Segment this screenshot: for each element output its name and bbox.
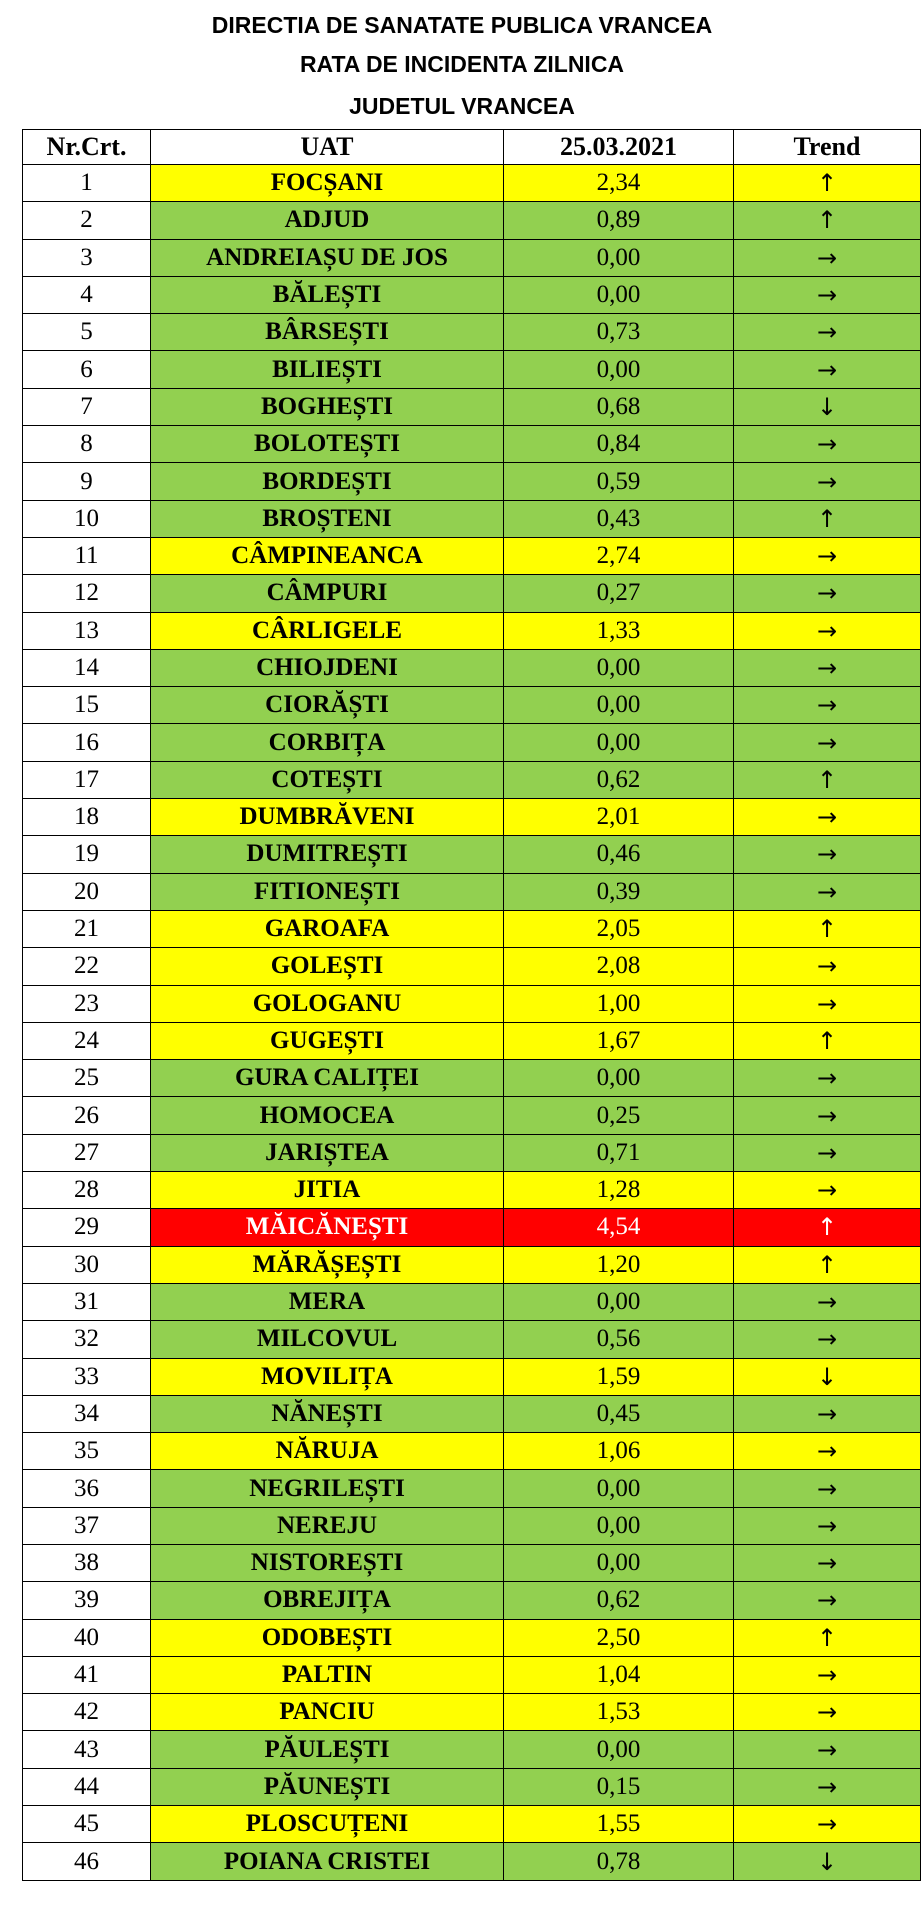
table-row — [23, 1768, 921, 1805]
cell-uat: NĂRUJA — [151, 1433, 504, 1470]
cell-nr: 16 — [23, 724, 151, 761]
cell-trend-arrow: → — [734, 612, 921, 649]
table-row — [23, 761, 921, 798]
cell-incidence-value: 2,01 — [504, 799, 734, 836]
cell-trend-arrow: → — [734, 1731, 921, 1768]
cell-nr: 4 — [23, 276, 151, 313]
cell-uat: CÂMPINEANCA — [151, 537, 504, 574]
cell-incidence-value: 1,67 — [504, 1022, 734, 1059]
cell-nr: 23 — [23, 985, 151, 1022]
cell-uat: POIANA CRISTEI — [151, 1843, 504, 1880]
cell-incidence-value: 0,62 — [504, 761, 734, 798]
cell-uat: NĂNEȘTI — [151, 1395, 504, 1432]
table-row — [23, 575, 921, 612]
cell-uat: FITIONEȘTI — [151, 873, 504, 910]
cell-uat: JARIȘTEA — [151, 1134, 504, 1171]
cell-incidence-value: 0,25 — [504, 1097, 734, 1134]
table-row — [23, 1656, 921, 1693]
table-row — [23, 202, 921, 239]
cell-nr: 22 — [23, 948, 151, 985]
cell-trend-arrow: → — [734, 314, 921, 351]
table-row — [23, 1022, 921, 1059]
cell-trend-arrow: → — [734, 1395, 921, 1432]
cell-uat: BILIEȘTI — [151, 351, 504, 388]
table-row — [23, 873, 921, 910]
cell-incidence-value: 0,00 — [504, 649, 734, 686]
cell-trend-arrow: → — [734, 575, 921, 612]
cell-uat: ANDREIAȘU DE JOS — [151, 239, 504, 276]
cell-nr: 36 — [23, 1470, 151, 1507]
cell-incidence-value: 0,43 — [504, 500, 734, 537]
cell-trend-arrow: ↓ — [734, 388, 921, 425]
cell-incidence-value: 2,08 — [504, 948, 734, 985]
table-row — [23, 1619, 921, 1656]
cell-trend-arrow: → — [734, 1097, 921, 1134]
cell-nr: 27 — [23, 1134, 151, 1171]
cell-nr: 15 — [23, 687, 151, 724]
cell-incidence-value: 0,59 — [504, 463, 734, 500]
cell-nr: 39 — [23, 1582, 151, 1619]
cell-incidence-value: 2,34 — [504, 165, 734, 202]
cell-nr: 40 — [23, 1619, 151, 1656]
cell-nr: 20 — [23, 873, 151, 910]
table-row — [23, 612, 921, 649]
cell-uat: DUMITREȘTI — [151, 836, 504, 873]
table-row — [23, 239, 921, 276]
cell-nr: 1 — [23, 165, 151, 202]
table-row — [23, 314, 921, 351]
cell-trend-arrow: → — [734, 873, 921, 910]
table-row — [23, 985, 921, 1022]
cell-incidence-value: 0,00 — [504, 1544, 734, 1581]
cell-nr: 25 — [23, 1060, 151, 1097]
cell-trend-arrow: → — [734, 1507, 921, 1544]
cell-nr: 5 — [23, 314, 151, 351]
cell-uat: FOCȘANI — [151, 165, 504, 202]
cell-incidence-value: 0,00 — [504, 1060, 734, 1097]
table-row — [23, 1582, 921, 1619]
table-row — [23, 276, 921, 313]
cell-uat: NISTOREȘTI — [151, 1544, 504, 1581]
cell-trend-arrow: ↑ — [734, 1246, 921, 1283]
cell-nr: 41 — [23, 1656, 151, 1693]
table-row — [23, 165, 921, 202]
table-body — [23, 165, 921, 1881]
cell-uat: NEREJU — [151, 1507, 504, 1544]
cell-incidence-value: 0,62 — [504, 1582, 734, 1619]
cell-trend-arrow: ↑ — [734, 761, 921, 798]
table-row — [23, 724, 921, 761]
cell-incidence-value: 2,05 — [504, 910, 734, 947]
cell-trend-arrow: → — [734, 1283, 921, 1320]
cell-uat: CORBIȚA — [151, 724, 504, 761]
cell-trend-arrow: → — [734, 724, 921, 761]
cell-uat: PANCIU — [151, 1694, 504, 1731]
cell-trend-arrow: → — [734, 687, 921, 724]
cell-uat: ADJUD — [151, 202, 504, 239]
table-row — [23, 463, 921, 500]
cell-uat: PALTIN — [151, 1656, 504, 1693]
cell-incidence-value: 0,46 — [504, 836, 734, 873]
cell-nr: 9 — [23, 463, 151, 500]
header-county: JUDETUL VRANCEA — [349, 93, 575, 119]
table-row — [23, 836, 921, 873]
cell-uat: CHIOJDENI — [151, 649, 504, 686]
table-row — [23, 649, 921, 686]
column-header-trend: Trend — [734, 130, 921, 165]
cell-nr: 10 — [23, 500, 151, 537]
cell-incidence-value: 1,06 — [504, 1433, 734, 1470]
cell-nr: 17 — [23, 761, 151, 798]
cell-trend-arrow: ↑ — [734, 1022, 921, 1059]
cell-nr: 2 — [23, 202, 151, 239]
cell-uat: MERA — [151, 1283, 504, 1320]
cell-nr: 11 — [23, 537, 151, 574]
cell-nr: 42 — [23, 1694, 151, 1731]
table-row — [23, 1097, 921, 1134]
column-header-uat: UAT — [151, 130, 504, 165]
cell-uat: GUGEȘTI — [151, 1022, 504, 1059]
column-header-date: 25.03.2021 — [504, 130, 734, 165]
cell-nr: 46 — [23, 1843, 151, 1880]
incidence-table — [22, 129, 921, 1881]
cell-uat: MILCOVUL — [151, 1321, 504, 1358]
cell-uat: BOGHEȘTI — [151, 388, 504, 425]
header-institution: DIRECTIA DE SANATATE PUBLICA VRANCEA — [211, 12, 713, 38]
cell-nr: 18 — [23, 799, 151, 836]
cell-trend-arrow: → — [734, 537, 921, 574]
cell-uat: BĂLEȘTI — [151, 276, 504, 313]
cell-trend-arrow: → — [734, 463, 921, 500]
cell-trend-arrow: ↓ — [734, 1358, 921, 1395]
cell-trend-arrow: → — [734, 1544, 921, 1581]
cell-trend-arrow: → — [734, 836, 921, 873]
cell-nr: 6 — [23, 351, 151, 388]
cell-trend-arrow: → — [734, 351, 921, 388]
cell-trend-arrow: ↑ — [734, 1209, 921, 1246]
cell-incidence-value: 2,50 — [504, 1619, 734, 1656]
cell-uat: BROȘTENI — [151, 500, 504, 537]
cell-incidence-value: 0,73 — [504, 314, 734, 351]
cell-trend-arrow: → — [734, 1656, 921, 1693]
cell-nr: 34 — [23, 1395, 151, 1432]
cell-nr: 13 — [23, 612, 151, 649]
cell-uat: GOLEȘTI — [151, 948, 504, 985]
cell-incidence-value: 1,28 — [504, 1172, 734, 1209]
cell-uat: CIORĂȘTI — [151, 687, 504, 724]
cell-nr: 14 — [23, 649, 151, 686]
cell-trend-arrow: → — [734, 426, 921, 463]
cell-nr: 37 — [23, 1507, 151, 1544]
table-row — [23, 1134, 921, 1171]
table-row — [23, 1507, 921, 1544]
cell-nr: 32 — [23, 1321, 151, 1358]
cell-nr: 26 — [23, 1097, 151, 1134]
cell-uat: PĂUNEȘTI — [151, 1768, 504, 1805]
cell-incidence-value: 1,33 — [504, 612, 734, 649]
cell-nr: 35 — [23, 1433, 151, 1470]
cell-incidence-value: 4,54 — [504, 1209, 734, 1246]
cell-uat: ODOBEȘTI — [151, 1619, 504, 1656]
cell-uat: DUMBRĂVENI — [151, 799, 504, 836]
cell-nr: 28 — [23, 1172, 151, 1209]
cell-trend-arrow: → — [734, 1470, 921, 1507]
cell-nr: 12 — [23, 575, 151, 612]
cell-uat: OBREJIȚA — [151, 1582, 504, 1619]
table-row — [23, 1433, 921, 1470]
cell-trend-arrow: → — [734, 239, 921, 276]
cell-trend-arrow: → — [734, 985, 921, 1022]
table-row — [23, 1172, 921, 1209]
table-row — [23, 1544, 921, 1581]
cell-uat: GOLOGANU — [151, 985, 504, 1022]
cell-trend-arrow: → — [734, 1321, 921, 1358]
table-row — [23, 948, 921, 985]
table-row — [23, 1843, 921, 1880]
cell-uat: MĂICĂNEȘTI — [151, 1209, 504, 1246]
table-row — [23, 1060, 921, 1097]
cell-trend-arrow: → — [734, 948, 921, 985]
cell-incidence-value: 0,15 — [504, 1768, 734, 1805]
cell-nr: 44 — [23, 1768, 151, 1805]
cell-trend-arrow: → — [734, 1806, 921, 1843]
table-row — [23, 1321, 921, 1358]
cell-nr: 30 — [23, 1246, 151, 1283]
cell-incidence-value: 0,56 — [504, 1321, 734, 1358]
cell-uat: CÂMPURI — [151, 575, 504, 612]
table-header-row — [23, 130, 921, 165]
cell-uat: PLOSCUȚENI — [151, 1806, 504, 1843]
column-header-nr: Nr.Crt. — [23, 130, 151, 165]
table-row — [23, 687, 921, 724]
cell-incidence-value: 0,00 — [504, 1283, 734, 1320]
table-row — [23, 1694, 921, 1731]
table-row — [23, 799, 921, 836]
table-row — [23, 1470, 921, 1507]
cell-incidence-value: 1,59 — [504, 1358, 734, 1395]
cell-incidence-value: 0,27 — [504, 575, 734, 612]
cell-incidence-value: 1,53 — [504, 1694, 734, 1731]
cell-uat: CÂRLIGELE — [151, 612, 504, 649]
cell-incidence-value: 0,84 — [504, 426, 734, 463]
cell-incidence-value: 0,00 — [504, 1507, 734, 1544]
table-row — [23, 500, 921, 537]
cell-trend-arrow: → — [734, 1134, 921, 1171]
cell-nr: 31 — [23, 1283, 151, 1320]
cell-trend-arrow: → — [734, 1172, 921, 1209]
cell-nr: 8 — [23, 426, 151, 463]
table-row — [23, 388, 921, 425]
table-row — [23, 1358, 921, 1395]
cell-incidence-value: 0,00 — [504, 1470, 734, 1507]
cell-uat: COTEȘTI — [151, 761, 504, 798]
cell-trend-arrow: → — [734, 1060, 921, 1097]
cell-nr: 19 — [23, 836, 151, 873]
table-row — [23, 910, 921, 947]
cell-trend-arrow: ↑ — [734, 1619, 921, 1656]
cell-trend-arrow: → — [734, 799, 921, 836]
header-report-title: RATA DE INCIDENTA ZILNICA — [299, 51, 625, 77]
table-row — [23, 1806, 921, 1843]
cell-trend-arrow: → — [734, 1582, 921, 1619]
cell-incidence-value: 0,00 — [504, 351, 734, 388]
cell-nr: 7 — [23, 388, 151, 425]
table-row — [23, 1395, 921, 1432]
cell-uat: MOVILIȚA — [151, 1358, 504, 1395]
cell-trend-arrow: → — [734, 1768, 921, 1805]
cell-uat: PĂULEȘTI — [151, 1731, 504, 1768]
cell-incidence-value: 0,00 — [504, 724, 734, 761]
cell-incidence-value: 0,89 — [504, 202, 734, 239]
cell-nr: 45 — [23, 1806, 151, 1843]
cell-uat: BÂRSEȘTI — [151, 314, 504, 351]
cell-uat: BOLOTEȘTI — [151, 426, 504, 463]
cell-nr: 3 — [23, 239, 151, 276]
cell-nr: 24 — [23, 1022, 151, 1059]
cell-nr: 43 — [23, 1731, 151, 1768]
cell-uat: MĂRĂȘEȘTI — [151, 1246, 504, 1283]
table-row — [23, 1246, 921, 1283]
table-row — [23, 1283, 921, 1320]
cell-incidence-value: 0,45 — [504, 1395, 734, 1432]
cell-incidence-value: 0,68 — [504, 388, 734, 425]
cell-incidence-value: 1,55 — [504, 1806, 734, 1843]
cell-incidence-value: 0,00 — [504, 1731, 734, 1768]
cell-uat: JITIA — [151, 1172, 504, 1209]
cell-trend-arrow: → — [734, 649, 921, 686]
cell-incidence-value: 1,20 — [504, 1246, 734, 1283]
cell-trend-arrow: ↓ — [734, 1843, 921, 1880]
cell-trend-arrow: ↑ — [734, 500, 921, 537]
cell-trend-arrow: ↑ — [734, 202, 921, 239]
table-row — [23, 351, 921, 388]
cell-trend-arrow: → — [734, 1433, 921, 1470]
cell-incidence-value: 0,39 — [504, 873, 734, 910]
cell-incidence-value: 1,04 — [504, 1656, 734, 1693]
cell-incidence-value: 0,00 — [504, 276, 734, 313]
table-row — [23, 1209, 921, 1246]
cell-uat: GAROAFA — [151, 910, 504, 947]
table-row — [23, 537, 921, 574]
cell-incidence-value: 0,71 — [504, 1134, 734, 1171]
cell-incidence-value: 0,00 — [504, 687, 734, 724]
cell-trend-arrow: → — [734, 1694, 921, 1731]
table-row — [23, 1731, 921, 1768]
cell-trend-arrow: ↑ — [734, 165, 921, 202]
cell-nr: 21 — [23, 910, 151, 947]
cell-uat: GURA CALIȚEI — [151, 1060, 504, 1097]
cell-trend-arrow: → — [734, 276, 921, 313]
cell-nr: 33 — [23, 1358, 151, 1395]
cell-nr: 38 — [23, 1544, 151, 1581]
cell-uat: NEGRILEȘTI — [151, 1470, 504, 1507]
cell-incidence-value: 0,00 — [504, 239, 734, 276]
cell-trend-arrow: ↑ — [734, 910, 921, 947]
cell-uat: HOMOCEA — [151, 1097, 504, 1134]
cell-incidence-value: 0,78 — [504, 1843, 734, 1880]
cell-incidence-value: 2,74 — [504, 537, 734, 574]
cell-nr: 29 — [23, 1209, 151, 1246]
cell-incidence-value: 1,00 — [504, 985, 734, 1022]
table-row — [23, 426, 921, 463]
cell-uat: BORDEȘTI — [151, 463, 504, 500]
